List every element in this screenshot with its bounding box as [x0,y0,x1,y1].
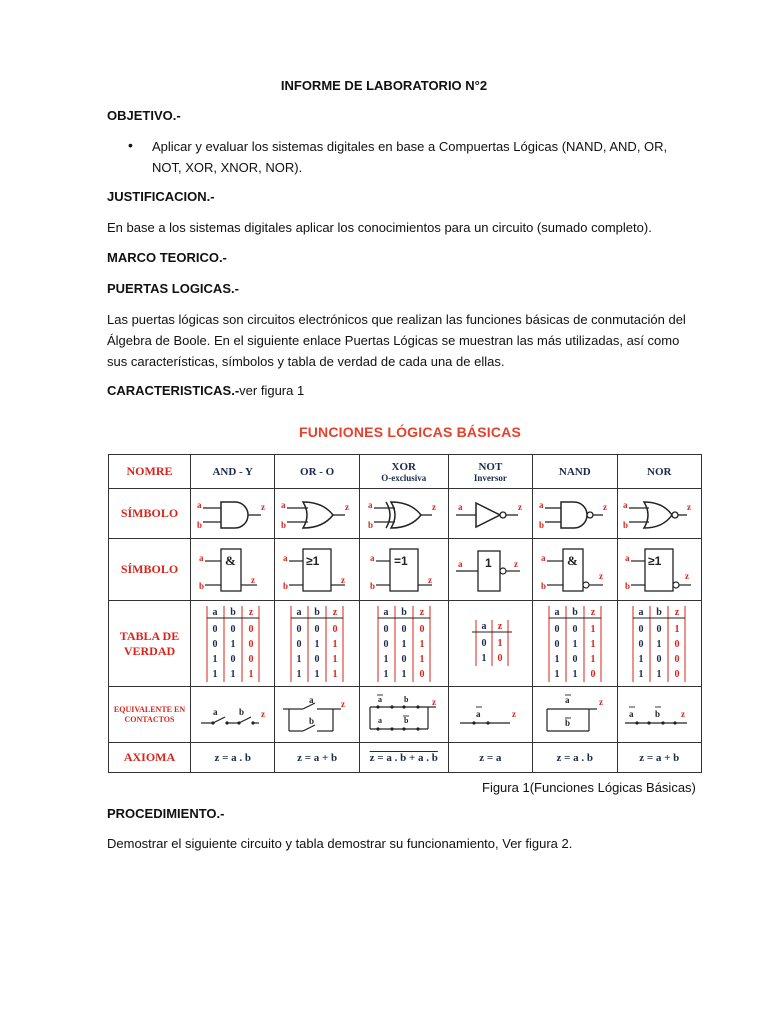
logic-functions-table [108,454,702,773]
truth-table-nand [543,604,607,684]
truth-header-b: b [314,606,320,618]
svg-text:b: b [198,580,204,591]
truth-cell-a: 0 [212,638,218,650]
truth-cell-z: 1 [248,668,254,680]
svg-text:b: b [367,519,373,530]
truth-cell-z: 0 [590,668,596,680]
svg-text:b: b [655,708,661,719]
svg-text:a: a [283,552,288,563]
svg-text:a: a [476,708,481,719]
truth-cell-b: 0 [401,653,407,665]
and-iec-icon [195,545,271,595]
svg-text:a: a [538,499,544,510]
figure-title: FUNCIONES LÓGICAS BÁSICAS [298,424,521,440]
truth-cell-z: 0 [674,638,680,650]
truth-cell-b: 1 [230,668,236,680]
gate-name-xor: XOR O-exclusiva [359,455,448,489]
truth-header-b: b [572,606,578,618]
svg-text:=1: =1 [393,553,408,568]
and-gate-icon [195,496,271,532]
truth-cell-b: 0 [656,623,662,635]
svg-text:a: a [367,499,373,510]
truth-cell-a: 1 [212,668,218,680]
truth-header-a: a [296,606,302,618]
truth-header-z: z [675,606,680,618]
xor-contacts-cell [359,687,448,743]
objetivo-heading: OBJETIVO.- [107,108,181,123]
gate-name-not: NOT Inversor [448,455,532,489]
axioma-not: z = a [448,743,532,773]
svg-text:a: a [377,694,382,704]
truth-cell-b: 1 [230,638,236,650]
truth-cell-b: 0 [572,623,578,635]
truth-header-a: a [481,620,487,632]
truth-cell-z: 1 [332,653,338,665]
document-title: INFORME DE LABORATORIO N°2 [280,78,488,93]
truth-cell-a: 0 [554,623,560,635]
truth-cell-b: 1 [401,668,407,680]
svg-text:b: b [238,706,244,717]
gate-name-nor: NOR [617,455,702,489]
figure-caption: Figura 1(Funciones Lógicas Básicas) [482,780,696,795]
row-label-equivalente: EQUIVALENTE EN CONTACTOS [109,687,191,743]
bullet-icon: • [128,137,133,153]
procedimiento-text: Demostrar el siguiente circuito y tabla demostrar su funcionamiento, Ver figura 2. [107,836,573,851]
svg-text:&: & [224,552,236,568]
svg-text:a: a [458,558,463,569]
svg-text:z: z [685,570,690,581]
truth-header-z: z [498,620,503,632]
truth-table-xor [372,604,436,684]
truth-table-or [285,604,349,684]
and-iec-cell [191,539,275,601]
not-iec-icon [452,545,528,595]
truth-cell-b: 0 [230,653,236,665]
xor-iec-cell [359,539,448,601]
svg-text:a: a [369,552,375,563]
svg-text:z: z [512,708,517,719]
svg-text:z: z [598,696,603,707]
axioma-nand: z = a . b [533,743,617,773]
truth-cell-z: 1 [419,653,425,665]
svg-text:a: a [564,694,570,705]
nor-contacts-icon [621,695,697,735]
svg-text:b: b [281,519,287,530]
xor-gate-icon [366,496,442,532]
truth-cell-b: 0 [314,623,320,635]
truth-cell-a: 0 [638,638,644,650]
nand-contacts-icon [537,693,613,737]
truth-or-cell [275,601,359,687]
truth-header-b: b [400,606,407,618]
gate-name-nand: NAND [533,455,617,489]
truth-cell-a: 1 [296,668,302,680]
truth-cell-b: 0 [314,653,320,665]
svg-text:b: b [196,519,202,530]
svg-text:a: a [458,501,463,512]
puertas-heading: PUERTAS LOGICAS.- [107,281,239,296]
truth-cell-a: 1 [212,653,218,665]
truth-cell-a: 1 [638,653,644,665]
truth-cell-z: 1 [590,623,596,635]
gate-name-and: AND - Y [191,455,275,489]
truth-header-z: z [248,606,253,618]
svg-text:b: b [403,694,409,704]
justificacion-text: En base a los sistemas digitales aplicar los conocimientos para un circuito (sumado completo). [107,220,652,235]
truth-cell-a: 1 [554,668,560,680]
svg-text:≥1: ≥1 [648,553,662,568]
svg-text:a: a [623,499,628,510]
svg-text:z: z [427,574,432,585]
not-gate-icon [452,496,528,532]
svg-text:1: 1 [485,555,493,570]
xor-contacts-icon [364,693,444,737]
caracteristicas-suffix: ver figura 1 [239,383,305,398]
nor-gate-icon [621,496,697,532]
svg-text:z: z [514,558,519,569]
truth-table-nor [627,604,691,684]
svg-text:a: a [212,706,218,717]
svg-text:z: z [341,574,346,585]
truth-cell-z: 0 [419,623,425,635]
truth-cell-z: 0 [332,623,338,635]
marco-heading: MARCO TEORICO.- [107,250,227,265]
row-label-axioma: AXIOMA [109,743,191,773]
svg-text:&: & [566,552,578,568]
truth-cell-a: 0 [383,623,389,635]
truth-cell-a: 1 [481,652,487,664]
truth-cell-a: 1 [383,668,389,680]
iec-symbol-row [109,539,702,601]
truth-table-not [458,604,522,684]
truth-cell-z: 1 [590,653,596,665]
nor-iec-icon [621,545,697,595]
truth-cell-b: 1 [656,638,662,650]
nand-contacts-cell [533,687,617,743]
truth-cell-z: 0 [248,623,254,635]
gate-sub-xor: O-exclusiva [381,472,427,483]
procedimiento-heading: PROCEDIMIENTO.- [107,806,225,821]
truth-and-cell [191,601,275,687]
row-label-simbolo-iec: SÍMBOLO [109,539,191,601]
and-contacts-icon [195,695,271,735]
contacts-row [109,687,702,743]
gate-sub-not: Inversor [473,472,507,483]
gate-name-or: OR - O [275,455,359,489]
svg-text:z: z [341,698,346,709]
svg-text:z: z [250,574,255,585]
truth-table-row [109,601,702,687]
nor-ansi-cell [617,489,702,539]
svg-text:b: b [623,519,629,530]
truth-cell-b: 0 [230,623,236,635]
truth-cell-z: 0 [248,638,254,650]
svg-text:b: b [625,580,631,591]
or-iec-cell [275,539,359,601]
row-label-nombre: NOMRE [109,455,191,489]
nand-ansi-cell [533,489,617,539]
truth-cell-a: 0 [212,623,218,635]
svg-text:a: a [198,552,204,563]
svg-text:z: z [598,570,603,581]
svg-text:b: b [540,580,546,591]
truth-cell-b: 1 [656,668,662,680]
truth-cell-b: 1 [401,638,407,650]
nor-iec-cell [617,539,702,601]
truth-cell-a: 0 [383,638,389,650]
and-ansi-cell [191,489,275,539]
truth-cell-b: 0 [401,623,407,635]
svg-text:z: z [687,501,692,512]
truth-cell-b: 0 [572,653,578,665]
axioma-nor: z = a + b [617,743,702,773]
svg-text:b: b [309,715,315,726]
xor-iec-icon [366,545,442,595]
axioma-row [109,743,702,773]
row-label-simbolo-ansi: SÍMBOLO [109,489,191,539]
truth-header-z: z [332,606,338,618]
svg-text:z: z [518,501,523,512]
svg-text:a: a [377,715,382,725]
svg-text:a: a [629,708,634,719]
ansi-symbol-row [109,489,702,539]
nand-iec-cell [533,539,617,601]
truth-cell-a: 1 [638,668,644,680]
not-iec-cell [448,539,532,601]
not-ansi-cell [448,489,532,539]
caracteristicas-line [107,381,304,402]
truth-header-a: a [638,606,644,618]
nand-gate-icon [537,496,613,532]
not-contacts-icon [452,695,528,735]
svg-text:≥1: ≥1 [306,553,320,568]
truth-cell-z: 1 [590,638,596,650]
svg-text:b: b [283,580,289,591]
truth-cell-z: 0 [674,653,680,665]
svg-text:z: z [431,696,436,707]
truth-cell-b: 1 [572,668,578,680]
axioma-or: z = a + b [275,743,359,773]
xor-ansi-cell [359,489,448,539]
truth-cell-z: 1 [419,638,425,650]
truth-cell-z: 1 [674,623,680,635]
nor-contacts-cell [617,687,702,743]
objetivo-text: Aplicar y evaluar los sistemas digitales en base a Compuertas Lógicas (NAND, AND, OR, NOT, XOR, XNOR, NOR). [152,139,668,175]
truth-cell-a: 1 [554,653,560,665]
truth-header-a: a [554,606,560,618]
svg-text:z: z [602,501,607,512]
truth-header-b: b [229,606,236,618]
truth-cell-b: 0 [656,653,662,665]
truth-header-z: z [419,606,424,618]
truth-cell-a: 0 [296,638,302,650]
or-gate-icon [279,496,355,532]
row-label-tabla: TABLA DE VERDAD [109,601,191,687]
or-contacts-cell [275,687,359,743]
truth-cell-a: 1 [383,653,389,665]
svg-text:z: z [260,501,265,512]
svg-text:b: b [403,715,409,725]
truth-cell-z: 0 [497,652,503,664]
axioma-and: z = a . b [191,743,275,773]
truth-header-a: a [383,606,389,618]
truth-not-cell [448,601,532,687]
svg-text:b: b [369,580,375,591]
name-row [109,455,702,489]
truth-cell-b: 1 [314,668,320,680]
truth-cell-z: 1 [497,637,503,649]
truth-cell-a: 0 [638,623,644,635]
truth-cell-z: 0 [248,653,254,665]
truth-cell-a: 0 [481,637,487,649]
svg-text:a: a [309,694,314,705]
truth-cell-z: 1 [332,638,338,650]
truth-xor-cell [359,601,448,687]
truth-cell-b: 1 [572,638,578,650]
svg-text:z: z [260,708,265,719]
truth-table-and [201,604,265,684]
or-contacts-icon [279,693,355,737]
truth-cell-z: 0 [674,668,680,680]
svg-text:z: z [681,708,686,719]
or-ansi-cell [275,489,359,539]
svg-text:a: a [281,499,286,510]
and-contacts-cell [191,687,275,743]
caracteristicas-heading: CARACTERISTICAS.- [107,383,240,398]
svg-text:a: a [625,552,630,563]
truth-cell-a: 1 [296,653,302,665]
not-contacts-cell [448,687,532,743]
truth-cell-z: 1 [332,668,338,680]
truth-header-a: a [212,606,218,618]
truth-cell-a: 0 [554,638,560,650]
svg-text:z: z [431,501,436,512]
axioma-xor: z = a . b + a . b [359,743,448,773]
nand-iec-icon [537,545,613,595]
truth-header-b: b [656,606,663,618]
truth-nor-cell [617,601,702,687]
svg-text:a: a [540,552,546,563]
svg-text:z: z [345,501,350,512]
svg-text:b: b [564,717,570,728]
truth-cell-z: 0 [419,668,425,680]
justificacion-heading: JUSTIFICACION.- [107,189,215,204]
svg-text:b: b [538,519,544,530]
svg-text:a: a [196,499,202,510]
puertas-text: Las puertas lógicas son circuitos electrónicos que realizan las funciones básicas de conmutación del Álgebra de Boole. En el siguiente enlace Puertas Lógicas se muestran las más utilizadas, así como sus características, símbolos y tabla de verdad de cada una de ellas. [107,312,686,369]
truth-cell-b: 1 [314,638,320,650]
truth-nand-cell [533,601,617,687]
or-iec-icon [279,545,355,595]
truth-header-z: z [590,606,596,618]
truth-cell-a: 0 [296,623,302,635]
